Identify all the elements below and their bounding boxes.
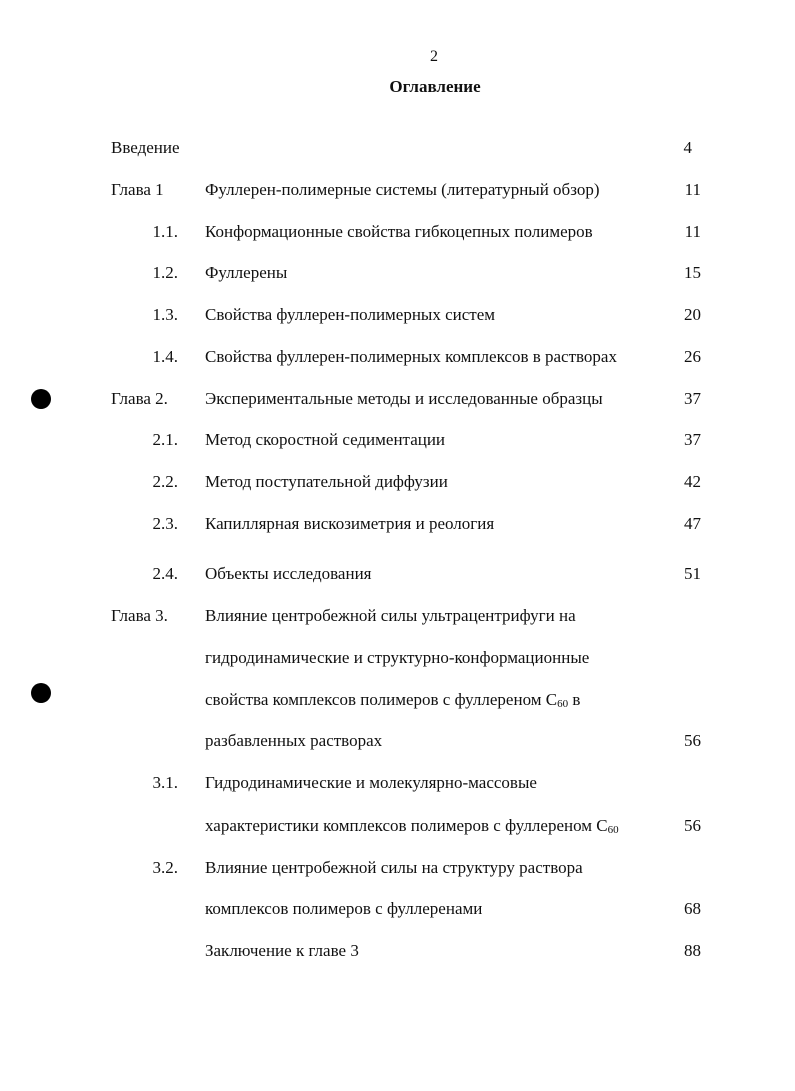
toc-title: Фуллерен-полимерные системы (литературный обзор) [205,180,600,199]
toc-title-text: свойства комплексов полимеров с фуллереном C [205,690,558,709]
toc-title-subscript: 60 [557,698,569,710]
toc-label: 2.4. [152,564,178,583]
toc-title: Экспериментальные методы и исследованные образцы [205,389,603,408]
toc-title: Влияние центробежной силы ультрацентрифуги на [205,606,576,625]
toc-row-section-3-1-line-2 [0,814,795,838]
toc-title [205,814,619,842]
toc-row-section-3-2-line-2 [0,897,795,921]
toc-title: Фуллерены [205,263,288,282]
toc-row-chapter-3 [0,604,795,628]
toc-label: Введение [111,138,180,157]
toc-label: 1.3. [152,305,178,324]
toc-row-section-1-4 [0,345,795,369]
toc-page: 56 [684,731,701,750]
page-number: 2 [430,48,438,65]
toc-page: 37 [684,389,701,408]
toc-label: 3.1. [152,773,178,792]
toc-title: Конформационные свойства гибкоцепных полимеров [205,222,593,241]
toc-row-section-2-1 [0,428,795,452]
toc-page: 37 [684,430,701,449]
toc-title-text: в [568,690,581,709]
toc-page: 4 [683,138,692,157]
toc-label: 1.4. [152,347,178,366]
toc-title-subscript: 60 [607,824,619,836]
toc-page: 11 [684,222,701,241]
toc-title: Свойства фуллерен-полимерных комплексов в растворах [205,347,617,366]
toc-page: 26 [684,347,701,366]
toc-row-chapter-3-line-2 [0,646,795,670]
toc-row-chapter-2 [0,387,795,411]
toc-row-section-3-1 [0,771,795,795]
page-title: Оглавление [389,77,481,96]
toc-title [205,688,580,716]
toc-page: 51 [684,564,701,583]
toc-label: 3.2. [152,858,178,877]
toc-row-section-2-2 [0,470,795,494]
toc-title: Метод скоростной седиментации [205,430,446,449]
toc-page: 47 [684,514,701,533]
toc-label: Глава 3. [111,606,168,625]
toc-label: Глава 2. [111,389,168,408]
toc-row-section-2-3 [0,512,795,536]
toc-label: 2.2. [152,472,178,491]
toc-row-section-1-3 [0,303,795,327]
toc-title: гидродинамические и структурно-конформационные [205,648,590,667]
toc-page: 42 [684,472,701,491]
toc-title: Метод поступательной диффузии [205,472,448,491]
toc-page: 68 [684,899,701,918]
toc-label: 2.1. [152,430,178,449]
toc-page: 56 [684,816,701,835]
toc-title-text: характеристики комплексов полимеров с фуллереном C [205,816,608,835]
toc-page: 20 [684,305,701,324]
toc-page: 11 [684,180,701,199]
toc-title: Влияние центробежной силы на структуру раствора [205,858,583,877]
toc-label: Глава 1 [111,180,164,199]
toc-row-intro [0,136,795,160]
toc-page: 15 [684,263,701,282]
toc-label: 1.2. [152,263,178,282]
toc-title: Объекты исследования [205,564,372,583]
toc-label: 1.1. [152,222,178,241]
toc-title: Заключение к главе 3 [205,941,359,960]
toc-title: разбавленных растворах [205,731,383,750]
toc-row-section-3-2 [0,856,795,880]
toc-row-section-2-4 [0,562,795,586]
toc-row-chapter-1 [0,178,795,202]
toc-row-conclusion-3 [0,939,795,963]
toc-row-chapter-3-line-3 [0,688,795,712]
toc-title: Гидродинамические и молекулярно-массовые [205,773,537,792]
toc-title: Капиллярная вискозиметрия и реология [205,514,495,533]
toc-title: Свойства фуллерен-полимерных систем [205,305,496,324]
toc-label: 2.3. [152,514,178,533]
toc-page: 88 [684,941,701,960]
toc-row-section-1-1 [0,220,795,244]
toc-title: комплексов полимеров с фуллеренами [205,899,483,918]
toc-row-chapter-3-line-4 [0,729,795,753]
toc-row-section-1-2 [0,261,795,285]
